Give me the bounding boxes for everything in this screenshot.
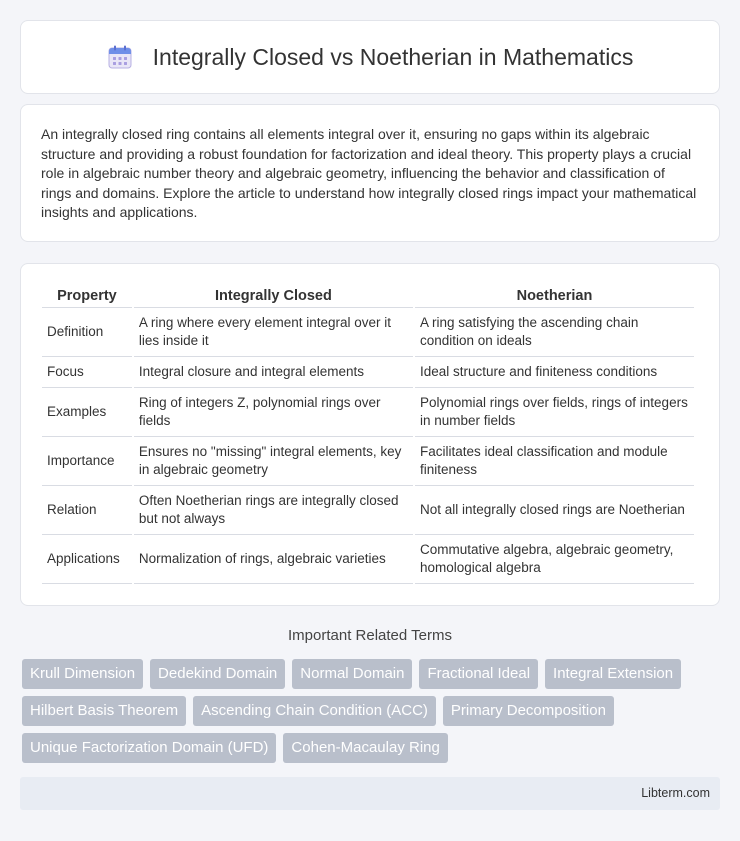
integrally-closed-cell: Integral closure and integral elements xyxy=(134,357,413,388)
related-terms-heading: Important Related Terms xyxy=(288,627,452,644)
table-row xyxy=(42,388,694,437)
footer-site-link[interactable]: Libterm.com xyxy=(641,786,710,800)
comparison-table-card xyxy=(20,263,720,606)
property-cell: Focus xyxy=(42,357,132,388)
column-header-property: Property xyxy=(42,286,132,308)
tag-row xyxy=(22,659,722,689)
comparison-table xyxy=(40,286,696,584)
noetherian-cell: Not all integrally closed rings are Noetherian xyxy=(415,486,694,535)
tag-row xyxy=(22,696,722,726)
integrally-closed-cell: Often Noetherian rings are integrally closed but not always xyxy=(134,486,413,535)
tag-integral-extension[interactable]: Integral Extension xyxy=(545,659,681,689)
noetherian-cell: Polynomial rings over fields, rings of integers in number fields xyxy=(415,388,694,437)
integrally-closed-cell: Ensures no "missing" integral elements, key in algebraic geometry xyxy=(134,437,413,486)
calendar-grid-icon xyxy=(107,44,133,70)
integrally-closed-cell: Ring of integers Z, polynomial rings over fields xyxy=(134,388,413,437)
tag-primary-decomposition[interactable]: Primary Decomposition xyxy=(443,696,614,726)
tag-krull-dimension[interactable]: Krull Dimension xyxy=(22,659,143,689)
noetherian-cell: Ideal structure and finiteness conditions xyxy=(415,357,694,388)
table-row xyxy=(42,357,694,388)
intro-card xyxy=(20,104,720,242)
column-header-noetherian: Noetherian xyxy=(415,286,694,308)
tag-row xyxy=(22,733,722,763)
tag-ascending-chain-condition[interactable]: Ascending Chain Condition (ACC) xyxy=(193,696,436,726)
noetherian-cell: Commutative algebra, algebraic geometry, homological algebra xyxy=(415,535,694,584)
tag-dedekind-domain[interactable]: Dedekind Domain xyxy=(150,659,285,689)
noetherian-cell: A ring satisfying the ascending chain condition on ideals xyxy=(415,308,694,357)
title-card xyxy=(20,20,720,94)
property-cell: Examples xyxy=(42,388,132,437)
page-title: Integrally Closed vs Noetherian in Mathematics xyxy=(152,43,634,70)
property-cell: Importance xyxy=(42,437,132,486)
footer xyxy=(20,777,720,810)
tag-fractional-ideal[interactable]: Fractional Ideal xyxy=(419,659,538,689)
table-row xyxy=(42,308,694,357)
column-header-integrally-closed: Integrally Closed xyxy=(134,286,413,308)
integrally-closed-cell: Normalization of rings, algebraic varieties xyxy=(134,535,413,584)
intro-paragraph: An integrally closed ring contains all elements integral over it, ensuring no gaps within its algebraic structure and providing a robust foundation for factorization and ideal theory. This property plays a crucial role in algebraic number theory and algebraic geometry, influencing the behavior and classification of rings and domains. Explore the article to understand how integrally closed rings impact your mathematical insights and applications. xyxy=(41,126,697,221)
table-header-row xyxy=(42,286,694,308)
related-terms-list xyxy=(22,659,722,770)
property-cell: Applications xyxy=(42,535,132,584)
tag-hilbert-basis-theorem[interactable]: Hilbert Basis Theorem xyxy=(22,696,186,726)
property-cell: Definition xyxy=(42,308,132,357)
tag-unique-factorization-domain[interactable]: Unique Factorization Domain (UFD) xyxy=(22,733,276,763)
table-row xyxy=(42,535,694,584)
noetherian-cell: Facilitates ideal classification and module finiteness xyxy=(415,437,694,486)
integrally-closed-cell: A ring where every element integral over it lies inside it xyxy=(134,308,413,357)
table-row xyxy=(42,486,694,535)
table-row xyxy=(42,437,694,486)
property-cell: Relation xyxy=(42,486,132,535)
tag-cohen-macaulay-ring[interactable]: Cohen-Macaulay Ring xyxy=(283,733,447,763)
tag-normal-domain[interactable]: Normal Domain xyxy=(292,659,412,689)
